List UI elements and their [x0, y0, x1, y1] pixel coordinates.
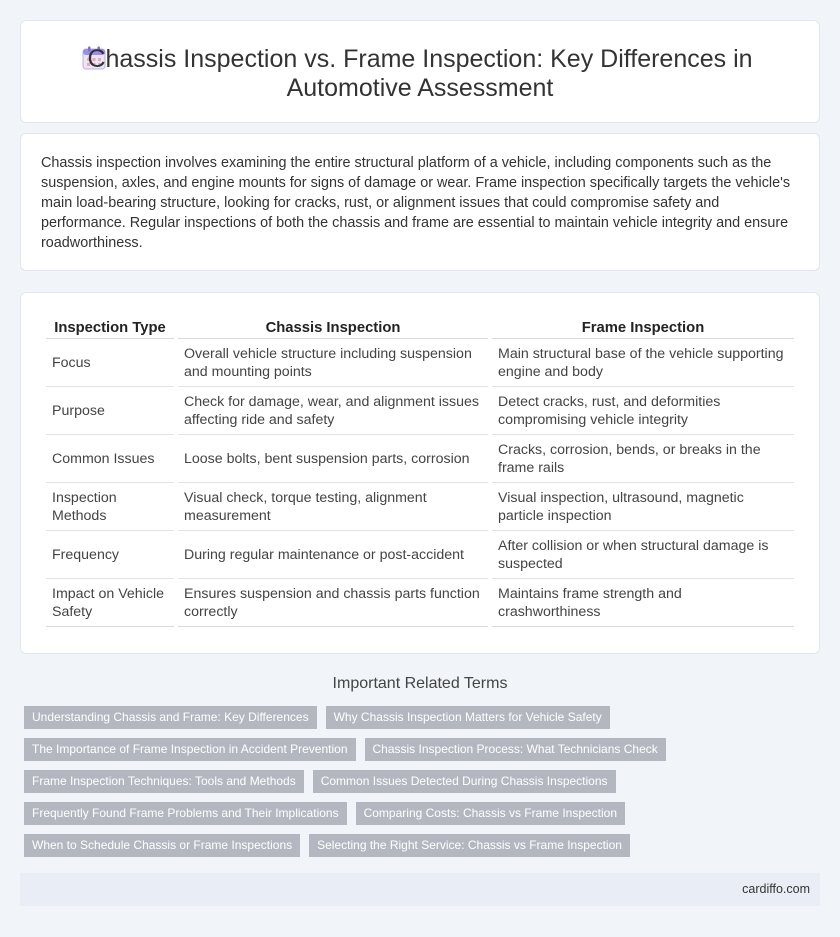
frame-cell: Main structural base of the vehicle supporting engine and body [492, 339, 794, 387]
frame-cell: Cracks, corrosion, bends, or breaks in the frame rails [492, 435, 794, 483]
row-label: Impact on Vehicle Safety [46, 579, 174, 627]
row-label: Purpose [46, 387, 174, 435]
chassis-cell: Check for damage, wear, and alignment issues affecting ride and safety [178, 387, 488, 435]
table-row [46, 579, 794, 627]
intro-paragraph: Chassis inspection involves examining the entire structural platform of a vehicle, including components such as the suspension, axles, and engine mounts for signs of damage or wear. Frame inspection specifically targets the vehicle's main load-bearing structure, looking for cracks, rust, or alignment issues that could compromise safety and performance. Regular inspections of both the chassis and frame are essential to maintain vehicle integrity and ensure roadworthiness. [41, 155, 791, 251]
related-term-tag[interactable]: Selecting the Right Service: Chassis vs Frame Inspection [309, 834, 630, 857]
header-chassis-inspection: Chassis Inspection [178, 315, 488, 339]
frame-cell: After collision or when structural damage is suspected [492, 531, 794, 579]
related-term-tag[interactable]: Comparing Costs: Chassis vs Frame Inspection [356, 802, 625, 825]
table-row [46, 483, 794, 531]
comparison-table [42, 315, 798, 627]
chassis-cell: Visual check, torque testing, alignment measurement [178, 483, 488, 531]
intro-card [20, 133, 820, 271]
chassis-cell: During regular maintenance or post-accident [178, 531, 488, 579]
related-term-tag[interactable]: Common Issues Detected During Chassis Inspections [313, 770, 616, 793]
related-term-tag[interactable]: Understanding Chassis and Frame: Key Differences [24, 706, 317, 729]
related-term-tag[interactable]: Frame Inspection Techniques: Tools and Methods [24, 770, 304, 793]
related-term-tag[interactable]: Chassis Inspection Process: What Technicians Check [365, 738, 666, 761]
comparison-card [20, 292, 820, 654]
row-label: Common Issues [46, 435, 174, 483]
chassis-cell: Overall vehicle structure including suspension and mounting points [178, 339, 488, 387]
row-label: Frequency [46, 531, 174, 579]
header-frame-inspection: Frame Inspection [492, 315, 794, 339]
page-title: Chassis Inspection vs. Frame Inspection: Key Differences in Automotive Assessment [87, 45, 753, 102]
related-term-tag[interactable]: Frequently Found Frame Problems and Their Implications [24, 802, 347, 825]
header-inspection-type: Inspection Type [46, 315, 174, 339]
related-term-tag[interactable]: Why Chassis Inspection Matters for Vehicle Safety [326, 706, 610, 729]
row-label: Inspection Methods [46, 483, 174, 531]
related-terms-list [24, 706, 684, 866]
frame-cell: Detect cracks, rust, and deformities compromising vehicle integrity [492, 387, 794, 435]
table-row [46, 339, 794, 387]
table-row [46, 435, 794, 483]
related-term-tag[interactable]: The Importance of Frame Inspection in Accident Prevention [24, 738, 356, 761]
related-terms-title: Important Related Terms [332, 675, 508, 692]
related-term-tag[interactable]: When to Schedule Chassis or Frame Inspections [24, 834, 300, 857]
chassis-cell: Ensures suspension and chassis parts function correctly [178, 579, 488, 627]
footer [20, 873, 820, 906]
footer-site-link[interactable]: cardiffo.com [742, 882, 810, 896]
row-label: Focus [46, 339, 174, 387]
table-row [46, 387, 794, 435]
frame-cell: Visual inspection, ultrasound, magnetic particle inspection [492, 483, 794, 531]
table-row [46, 531, 794, 579]
table-header-row [46, 315, 794, 339]
chassis-cell: Loose bolts, bent suspension parts, corrosion [178, 435, 488, 483]
frame-cell: Maintains frame strength and crashworthiness [492, 579, 794, 627]
title-card [20, 20, 820, 123]
